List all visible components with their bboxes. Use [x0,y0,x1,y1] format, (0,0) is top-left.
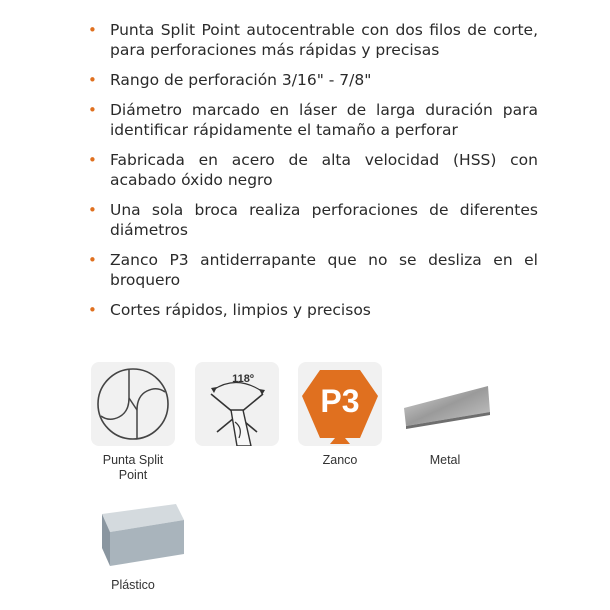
metal-sheet-image [402,382,492,430]
feature-item [88,250,538,290]
feature-text: Zanco P3 antiderrapante que no se desliza en el broquero [110,251,538,289]
plastic-bar-image [90,502,186,570]
feature-item [88,150,538,190]
angle-icon-tile [195,362,279,446]
split-point-icon [91,362,175,446]
zanco-icon-tile [298,362,382,446]
feature-item [88,20,538,60]
feature-text: Punta Split Point autocentrable con dos filos de corte, para perforaciones más rápidas y precisas [110,21,538,59]
feature-text: Fabricada en acero de alta velocidad (HSS) con acabado óxido negro [110,151,538,189]
bullet-icon: • [88,301,97,319]
plastico-label: Plástico [111,578,155,592]
feature-text: Una sola broca realiza perforaciones de diferentes diámetros [110,201,538,239]
zanco-label: Zanco [322,453,358,467]
feature-item [88,200,538,240]
feature-text: Cortes rápidos, limpios y precisos [110,301,371,319]
feature-text: Diámetro marcado en láser de larga duración para identificar rápidamente el tamaño a perforar [110,101,538,139]
bullet-icon: • [88,201,97,219]
p3-badge-icon [298,362,382,446]
bullet-icon: • [88,71,97,89]
feature-item [88,100,538,140]
split-point-icon-tile [91,362,175,446]
bullet-icon: • [88,101,97,119]
metal-label: Metal [429,453,461,467]
bullet-icon: • [88,251,97,269]
drill-angle-icon [195,362,279,446]
feature-item [88,300,538,320]
split-point-label: Punta Split Point [102,453,164,482]
p3-badge-text: P3 [320,383,360,419]
bullet-icon: • [88,21,97,39]
bullet-icon: • [88,151,97,169]
feature-item [88,70,538,90]
feature-list [88,20,538,330]
feature-text: Rango de perforación 3/16" - 7/8" [110,71,372,89]
angle-value: 118º [232,373,254,385]
